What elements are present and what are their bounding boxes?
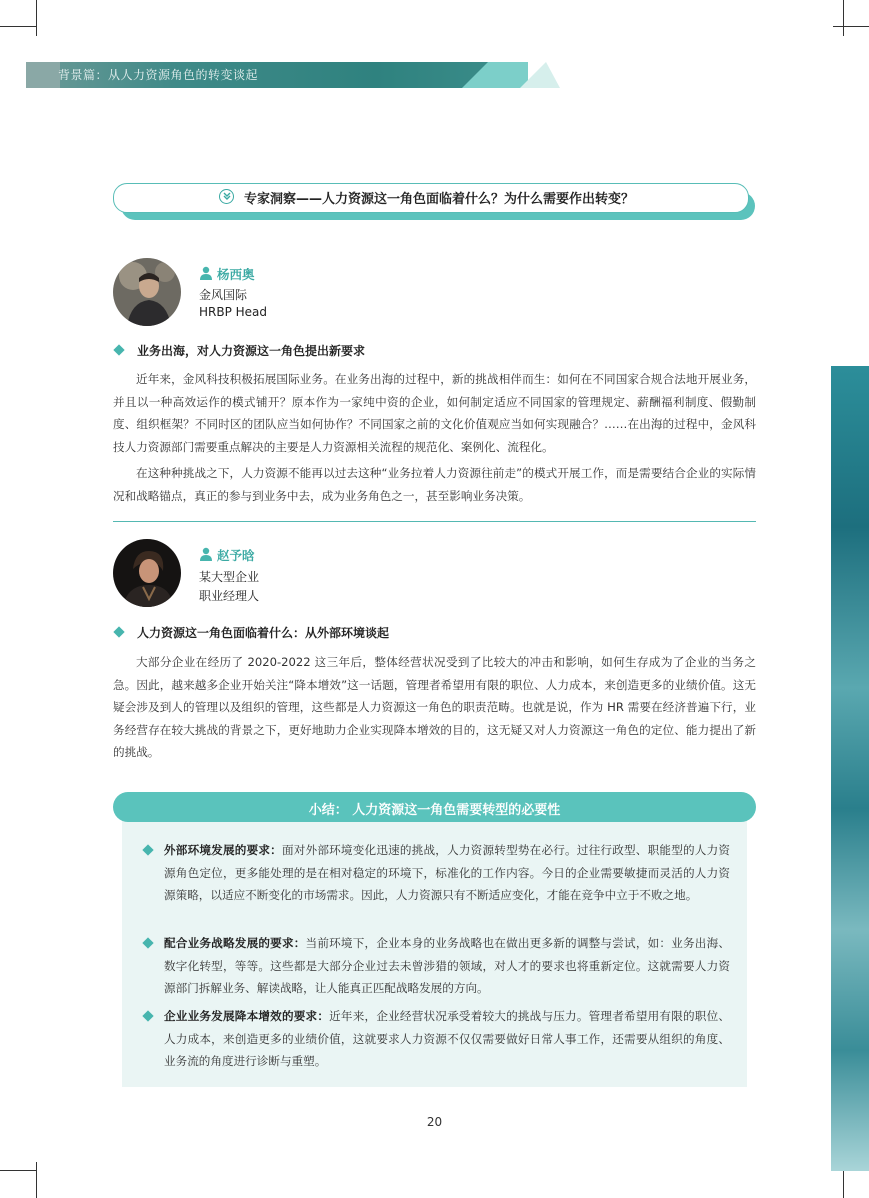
person-icon — [199, 265, 213, 279]
paragraph: 近年来，金风科技积极拓展国际业务。在业务出海的过程中，新的挑战相伴而生：如何在不同国家合规合法地开展业务，并且以一种高效运作的模式铺开？原本作为一家纯中资的企业，如何制定适应不同国家的管理规定、薪酬福利制度、假勤制度、组织框架？不同时区的团队应当如何协作？不同国家之前的文化价值观应当如何实现融合？……在出海的过程中，金风科技人力资源部门需要重点解决的主要是人力资源相关流程的规范化、案例化、流程化。 — [113, 372, 756, 454]
crop-mark — [0, 1170, 36, 1171]
summary-item-text: 当前环境下，企业本身的业务战略也在做出更多新的调整与尝试，如：业务出海、数字化转型，等等。这些都是大部分企业过去未曾涉猎的领域，对人才的要求也将重新定位。这就需要人力资源部门拆解业务、解读战略，让人能真正匹配战略发展的方向。 — [164, 936, 730, 995]
body-text — [113, 651, 756, 764]
paragraph: 大部分企业在经历了 2020-2022 这三年后，整体经营状况受到了比较大的冲击和影响，如何生存成为了企业的当务之急。因此，越来越多企业开始关注“降本增效”这一话题，管理者希望用有限的职位、人力成本，来创造更多的业绩价值。这无疑会涉及到人的管理以及组织的管理，这些都是人力资源这一角色的职责范畴。也就是说，作为 HR 需要在经济普遍下行，业务经营存在较大挑战的背景之下，更好地助力企业实现降本增效的目的，这无疑又对人力资源这一角色的定位、能力提出了新的挑战。 — [113, 655, 756, 759]
section-header: 背景篇：从人力资源角色的转变谈起 — [58, 68, 259, 82]
summary-item — [164, 839, 730, 907]
person-icon — [199, 546, 213, 560]
header-band-accent — [26, 62, 60, 88]
summary-item-label: 企业业务发展降本增效的要求： — [164, 1009, 330, 1023]
chevron-double-down-icon — [219, 189, 234, 204]
summary-item-label: 外部环境发展的要求： — [164, 843, 282, 857]
section-subtitle: 人力资源这一角色面临着什么：从外部环境谈起 — [137, 626, 390, 640]
header-band-stripe — [462, 62, 528, 88]
expert-role: 职业经理人 — [199, 589, 260, 603]
expert-name: 杨西奥 — [217, 267, 255, 282]
divider — [113, 521, 756, 522]
expert-org: 金风国际 — [199, 288, 248, 302]
expert-org: 某大型企业 — [199, 570, 260, 584]
body-text — [113, 368, 756, 507]
summary-title: 小结： 人力资源这一角色需要转型的必要性 — [308, 803, 561, 818]
avatar — [113, 539, 181, 607]
page-number: 20 — [426, 1115, 443, 1129]
expert-name: 赵予晗 — [217, 548, 255, 563]
side-decoration-strip — [831, 366, 869, 1171]
summary-item-text: 近年来，企业经营状况承受着较大的挑战与压力。管理者希望用有限的职位、人力成本，来创造更多的业绩价值，这就要求人力资源不仅仅需要做好日常人事工作，还需要从组织的角度、业务流的角度进行诊断与重塑。 — [164, 1009, 730, 1068]
summary-item — [164, 1005, 730, 1073]
crop-mark — [0, 26, 36, 27]
diamond-bullet-icon — [113, 626, 124, 637]
page-title: 专家洞察——人力资源这一角色面临着什么？为什么需要作出转变？ — [244, 192, 635, 207]
summary-item-label: 配合业务战略发展的要求： — [164, 936, 306, 950]
crop-mark — [843, 0, 844, 36]
crop-mark — [36, 0, 37, 36]
header-band-stripe — [520, 62, 560, 88]
summary-item-text: 面对外部环境变化迅速的挑战，人力资源转型势在必行。过往行政型、职能型的人力资源角色定位，更多能处理的是在相对稳定的环境下，标准化的工作内容。今日的企业需要敏捷而灵活的人力资源策略，以适应不断变化的市场需求。因此，人力资源只有不断适应变化，才能在竞争中立于不败之地。 — [164, 843, 730, 902]
expert-role: HRBP Head — [199, 305, 268, 319]
avatar — [113, 258, 181, 326]
diamond-bullet-icon — [113, 344, 124, 355]
crop-mark — [36, 1162, 37, 1198]
section-subtitle: 业务出海，对人力资源这一角色提出新要求 — [137, 344, 366, 358]
crop-mark — [833, 26, 869, 27]
summary-item — [164, 932, 730, 1000]
paragraph: 在这种种挑战之下，人力资源不能再以过去这种“业务拉着人力资源往前走”的模式开展工作，而是需要结合企业的实际情况和战略锚点，真正的参与到业务中去，成为业务角色之一，甚至影响业务决策。 — [113, 466, 756, 503]
